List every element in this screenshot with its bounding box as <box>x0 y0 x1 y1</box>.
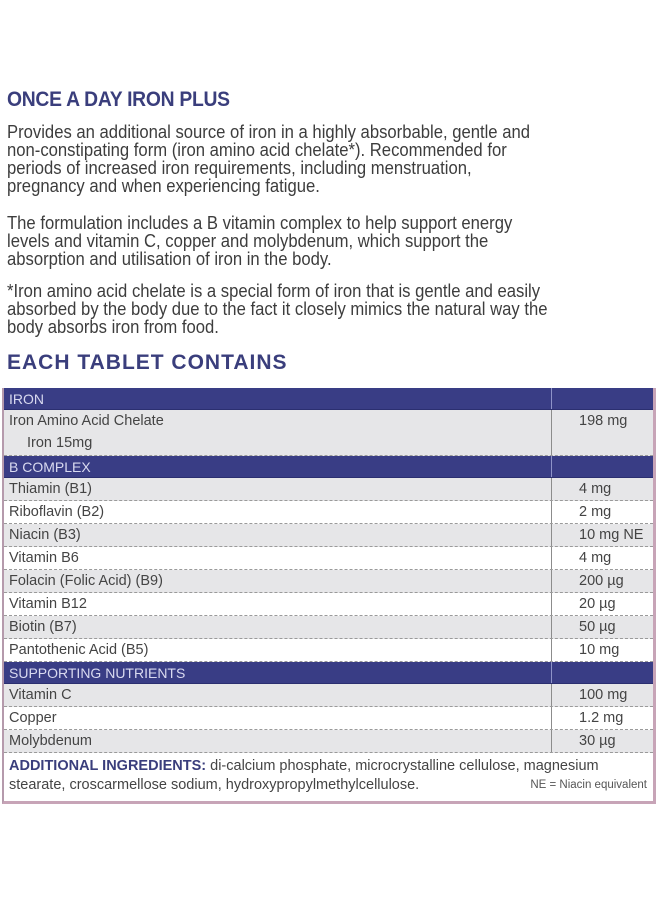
nutrient-name: Iron Amino Acid Chelate <box>9 413 164 429</box>
nutrient-name: Molybdenum <box>4 730 552 752</box>
nutrient-name: Copper <box>4 707 552 729</box>
table-row <box>4 524 653 547</box>
nutrient-name: Biotin (B7) <box>4 616 552 638</box>
additional-ingredients-label: ADDITIONAL INGREDIENTS: <box>9 758 207 774</box>
nutrient-amount: 4 mg <box>579 481 612 497</box>
section-header-iron: IRON <box>4 388 653 410</box>
table-row <box>4 593 653 616</box>
description-paragraph-1: Provides an additional source of iron in a highly absorbable, gentle and non-constipating form (iron amino acid chelate*). Recommended for periods of increased iron requirements, including menstruation, pregnancy and when experiencing fatigue. <box>7 121 530 196</box>
description-paragraph-2: The formulation includes a B vitamin complex to help support energy levels and vitamin C, copper and molybdenum, which support the absorption and utilisation of iron in the body. <box>7 212 513 269</box>
nutrient-name: Vitamin C <box>4 684 552 706</box>
table-row <box>4 730 653 753</box>
nutrient-table <box>2 388 656 804</box>
nutrient-name: Niacin (B3) <box>4 524 552 546</box>
nutrient-amount: 100 mg <box>579 687 628 703</box>
nutrient-amount: 4 mg <box>579 550 612 566</box>
table-row <box>4 501 653 524</box>
section-header-supporting-nutrients: SUPPORTING NUTRIENTS <box>4 662 653 684</box>
chelate-footnote-paragraph: *Iron amino acid chelate is a special form of iron that is gentle and easily absorbed by the body due to the fact it closely mimics the natural way the body absorbs iron from food. <box>7 280 548 337</box>
nutrient-amount: 198 mg <box>579 413 628 429</box>
nutrient-amount: 20 µg <box>579 596 616 612</box>
nutrient-name: Pantothenic Acid (B5) <box>4 639 552 661</box>
table-row <box>4 707 653 730</box>
nutrient-amount: 2 mg <box>579 504 612 520</box>
nutrient-name: Vitamin B6 <box>4 547 552 569</box>
table-row <box>4 410 653 456</box>
table-row <box>4 639 653 662</box>
product-title: ONCE A DAY IRON PLUS <box>7 88 230 111</box>
table-row <box>4 616 653 639</box>
section-header-b-complex: B COMPLEX <box>4 456 653 478</box>
nutrient-name: Riboflavin (B2) <box>4 501 552 523</box>
nutrient-amount: 30 µg <box>579 733 616 749</box>
additional-ingredients <box>4 753 653 801</box>
table-title: EACH TABLET CONTAINS <box>7 351 288 374</box>
nutrient-name: Vitamin B12 <box>4 593 552 615</box>
niacin-equivalent-note: NE = Niacin equivalent <box>530 779 647 791</box>
table-row <box>4 547 653 570</box>
nutrient-amount: 1.2 mg <box>579 710 624 726</box>
nutrient-name: Thiamin (B1) <box>4 478 552 500</box>
nutrient-name: Folacin (Folic Acid) (B9) <box>4 570 552 592</box>
nutrient-amount: 200 µg <box>579 573 624 589</box>
table-row <box>4 684 653 707</box>
additional-ingredients-text: di-calcium phosphate, microcrystalline cellulose, magnesium stearate, croscarmellose sodium, hydroxypropylmethylcellulose. <box>9 758 599 793</box>
nutrient-amount: 10 mg <box>579 642 620 658</box>
table-row <box>4 570 653 593</box>
nutrient-subname: Iron 15mg <box>27 435 93 451</box>
nutrient-amount: 50 µg <box>579 619 616 635</box>
nutrient-amount: 10 mg NE <box>579 527 644 543</box>
table-row <box>4 478 653 501</box>
